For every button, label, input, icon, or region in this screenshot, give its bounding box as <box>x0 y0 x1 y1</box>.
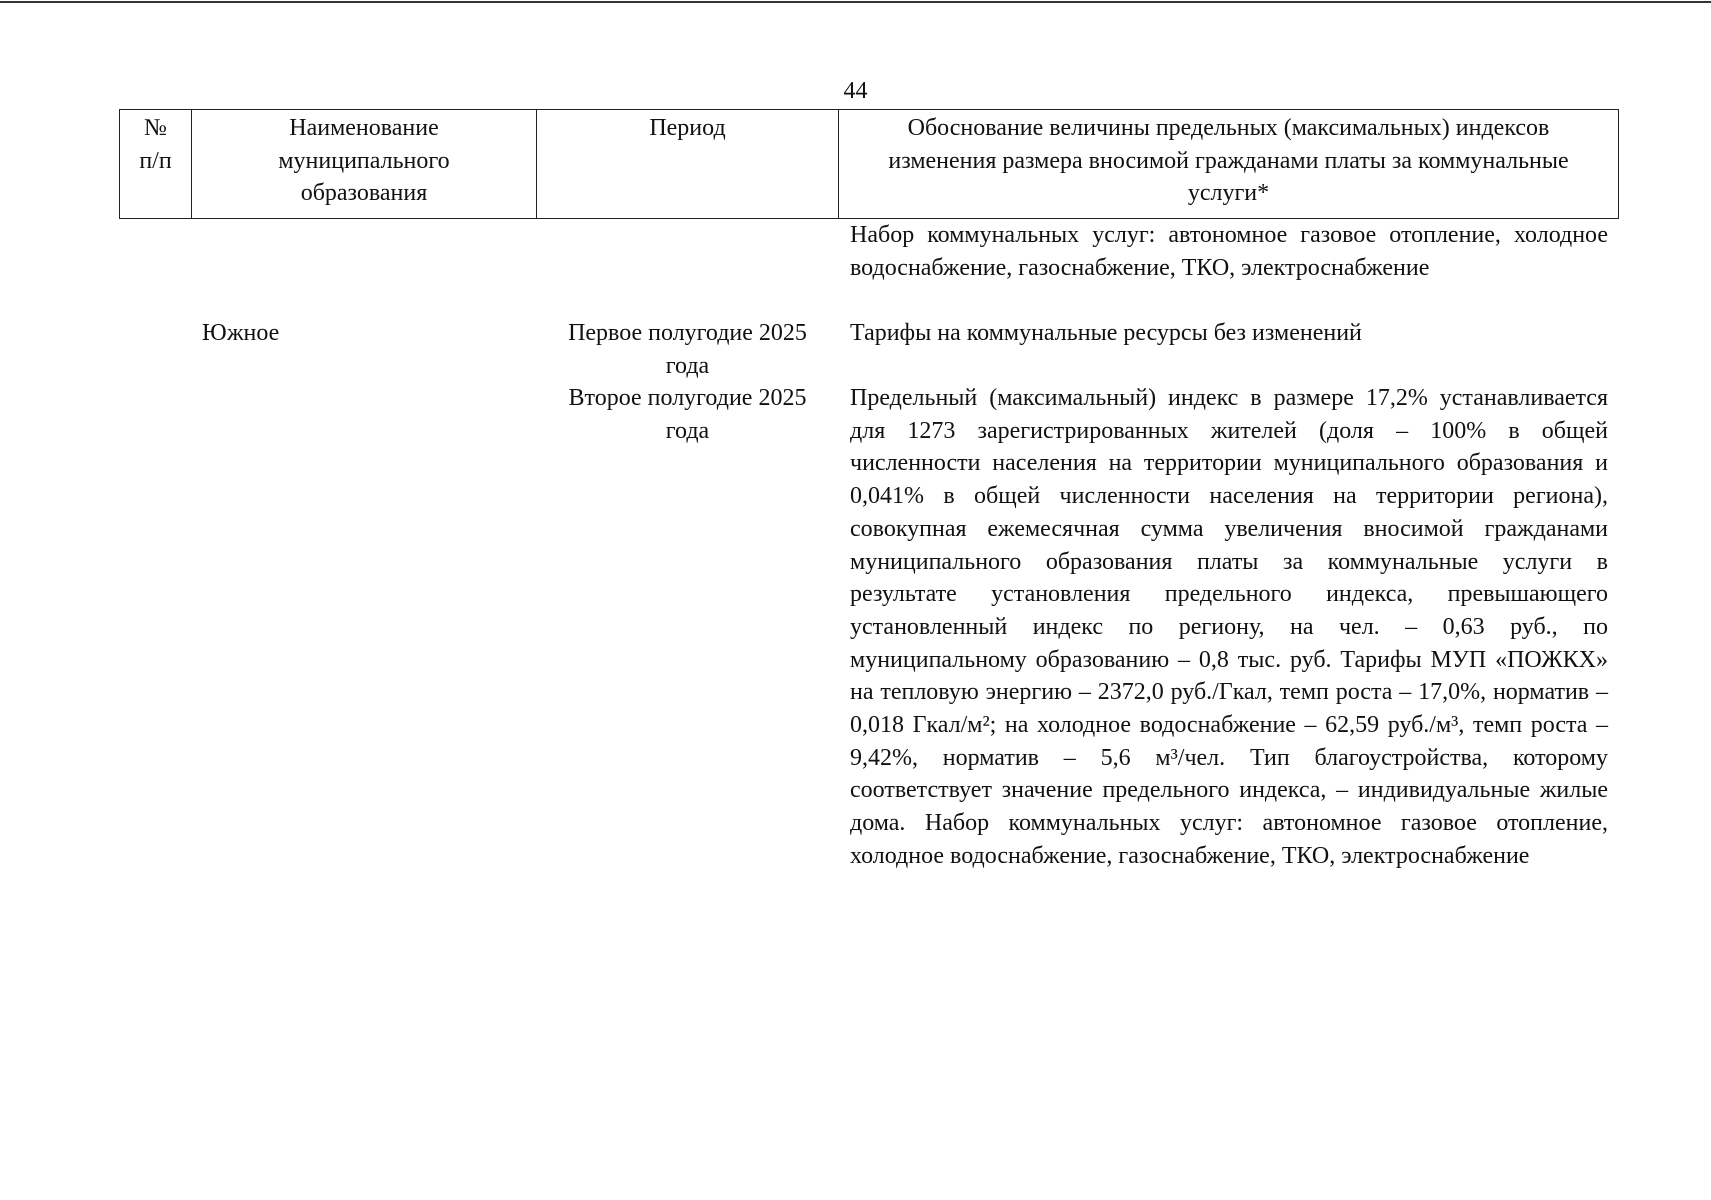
period-second-half: Второе полугодие 2025 года <box>568 385 807 444</box>
period-first-half: Первое полугодие 2025 года <box>568 320 807 379</box>
header-number: № п/п <box>120 110 192 219</box>
justification-first-half: Тарифы на коммунальные ресурсы без изменений <box>850 320 1362 346</box>
scan-edge-line <box>0 1 1711 3</box>
header-municipality: Наименование муниципального образования <box>192 110 537 219</box>
page-number: 44 <box>843 78 868 104</box>
municipality-name: Южное <box>202 320 280 346</box>
header-period: Период <box>537 110 839 219</box>
continuation-text: Набор коммунальных услуг: автономное газовое отопление, холодное водоснабжение, газоснабжение, ТКО, электроснабжение <box>850 222 1608 281</box>
header-justification: Обоснование величины предельных (максимальных) индексов изменения размера вносимой гражданами платы за коммунальные услуги* <box>839 110 1619 219</box>
table-header <box>119 109 1619 219</box>
justification-second-half: Предельный (максимальный) индекс в размере 17,2% устанавливается для 1273 зарегистрированных жителей (доля – 100% в общей численности населения на территории муниципального образования и 0,041% в общей численности населения на территории региона), совокупная ежемесячная сумма увеличения вносимой гражданами муниципального образования платы за коммунальные услуги в результате установления предельного индекса, превышающего установленный индекс по региону, на чел. – 0,63 руб., по муниципальному образованию – 0,8 тыс. руб. Тарифы МУП «ПОЖКХ» на тепловую энергию – 2372,0 руб./Гкал, темп роста – 17,0%, норматив – 0,018 Гкал/м²; на холодное водоснабжение – 62,59 руб./м³, темп роста – 9,42%, норматив – 5,6 м³/чел. Тип благоустройства, которому соответствует значение предельного индекса, – индивидуальные жилые дома. Набор коммунальных услуг: автономное газовое отопление, холодное водоснабжение, газоснабжение, ТКО, электроснабжение <box>850 385 1608 869</box>
